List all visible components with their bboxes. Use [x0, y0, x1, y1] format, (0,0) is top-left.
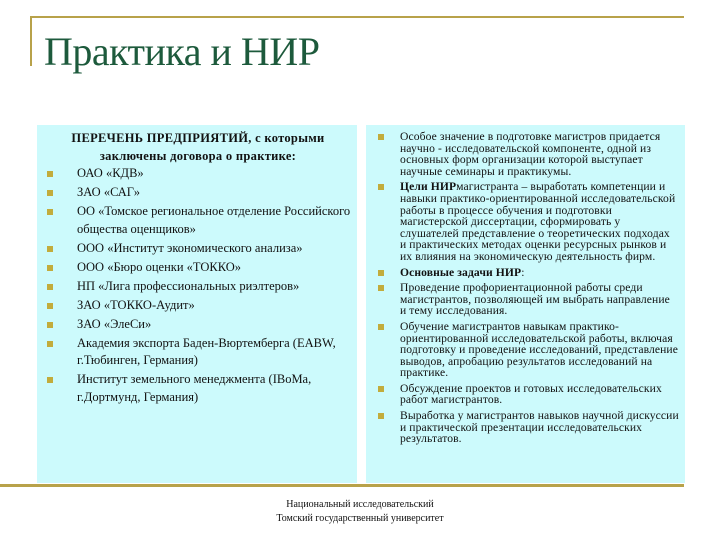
list-item	[45, 278, 351, 296]
list-item-text: НП «Лига профессиональных риэлтеров»	[77, 278, 300, 293]
slide-title: Практика и НИР	[44, 29, 320, 74]
bullet-icon	[47, 265, 53, 271]
list-item	[45, 297, 351, 315]
list-item-text: ЗАО «ЭлеСи»	[77, 316, 152, 331]
tasks-colon: :	[521, 265, 525, 279]
footer-accent-line	[0, 484, 684, 487]
bullet-icon	[378, 285, 384, 291]
list-item-text: Выработка у магистрантов навыков научной дискуссии и практической презентации исследовательских результатов.	[400, 409, 679, 446]
list-item	[45, 316, 351, 334]
list-item	[374, 181, 679, 262]
bullet-icon	[378, 324, 384, 330]
list-item-text: Институт земельного менеджмента (IBoMa, г.Дортмунд, Германия)	[77, 372, 312, 404]
list-item	[374, 410, 679, 445]
title-accent-vertical-line	[30, 16, 32, 66]
list-item-text: ЗАО «ТОККО-Аудит»	[77, 297, 195, 312]
list-item-text: ООО «Институт экономического анализа»	[77, 240, 303, 255]
enterprises-list	[45, 165, 351, 406]
list-item	[374, 383, 679, 406]
list-item-text: Обсуждение проектов и готовых исследовательских работ магистрантов.	[400, 381, 662, 407]
tasks-label: Основные задачи НИР	[400, 265, 522, 279]
list-item-text: Академия экспорта Баден-Вюртемберга (EABW, г.Тюбинген, Германия)	[77, 335, 336, 367]
list-item	[45, 165, 351, 183]
bullet-icon	[47, 171, 53, 177]
research-panel	[366, 125, 685, 483]
list-item-text: магистранта – выработать компетенции и навыки практико-ориентированной исследовательской работы в процессе обучения и подготовки магистерской диссертации, сформировать у слушателей представление о теоретических подходах и практических методах оценки ресурсных рынков и их влияния на экономическую деятельность фирм.	[400, 180, 676, 263]
bullet-icon	[47, 341, 53, 347]
bullet-icon	[47, 303, 53, 309]
bullet-icon	[378, 386, 384, 392]
bullet-icon	[378, 270, 384, 276]
bullet-icon	[378, 184, 384, 190]
list-item	[45, 371, 351, 406]
footer	[200, 498, 520, 526]
footer-line-1: Национальный исследовательский	[286, 499, 434, 510]
bullet-icon	[47, 190, 53, 196]
bullet-icon	[47, 246, 53, 252]
list-item-text: ОО «Томское региональное отделение Российского общества оценщиков»	[77, 204, 351, 236]
research-list	[374, 131, 679, 445]
list-item	[45, 240, 351, 258]
list-item	[45, 184, 351, 202]
bullet-icon	[47, 322, 53, 328]
list-item-text: ООО «Бюро оценки «ТОККО»	[77, 259, 242, 274]
bullet-icon	[378, 413, 384, 419]
list-item-text: Особое значение в подготовке магистров придается научно - исследовательской компоненте, одной из основных форм организации которой выступает научные семинары и практикумы.	[400, 130, 661, 178]
goals-label: Цели НИР	[400, 180, 457, 194]
list-item	[45, 335, 351, 370]
list-item	[374, 267, 679, 279]
list-item	[45, 259, 351, 277]
list-item-text: ЗАО «САГ»	[77, 185, 140, 199]
bullet-icon	[47, 284, 53, 290]
list-item-text: Обучение магистрантов навыкам практико-ориентированной исследовательской работы, включая подготовку и проведение исследований, представление выводов, апробацию результатов исследований на практике.	[400, 319, 678, 380]
bullet-icon	[47, 377, 53, 383]
footer-line-2: Томский государственный университет	[276, 513, 444, 524]
list-item-text: Проведение профориентационной работы среди магистрантов, позволяющей им выбрать направление и тему исследования.	[400, 281, 670, 318]
list-item	[45, 203, 351, 238]
enterprises-heading: ПЕРЕЧЕНЬ ПРЕДПРИЯТИЙ, с которыми заключены договора о практике:	[71, 131, 325, 163]
list-item	[374, 321, 679, 379]
enterprises-panel	[37, 125, 357, 483]
bullet-icon	[378, 134, 384, 140]
title-accent-line	[30, 16, 684, 18]
bullet-icon	[47, 209, 53, 215]
list-item	[374, 131, 679, 177]
list-item-text: ОАО «КДВ»	[77, 166, 144, 180]
list-item	[374, 282, 679, 317]
